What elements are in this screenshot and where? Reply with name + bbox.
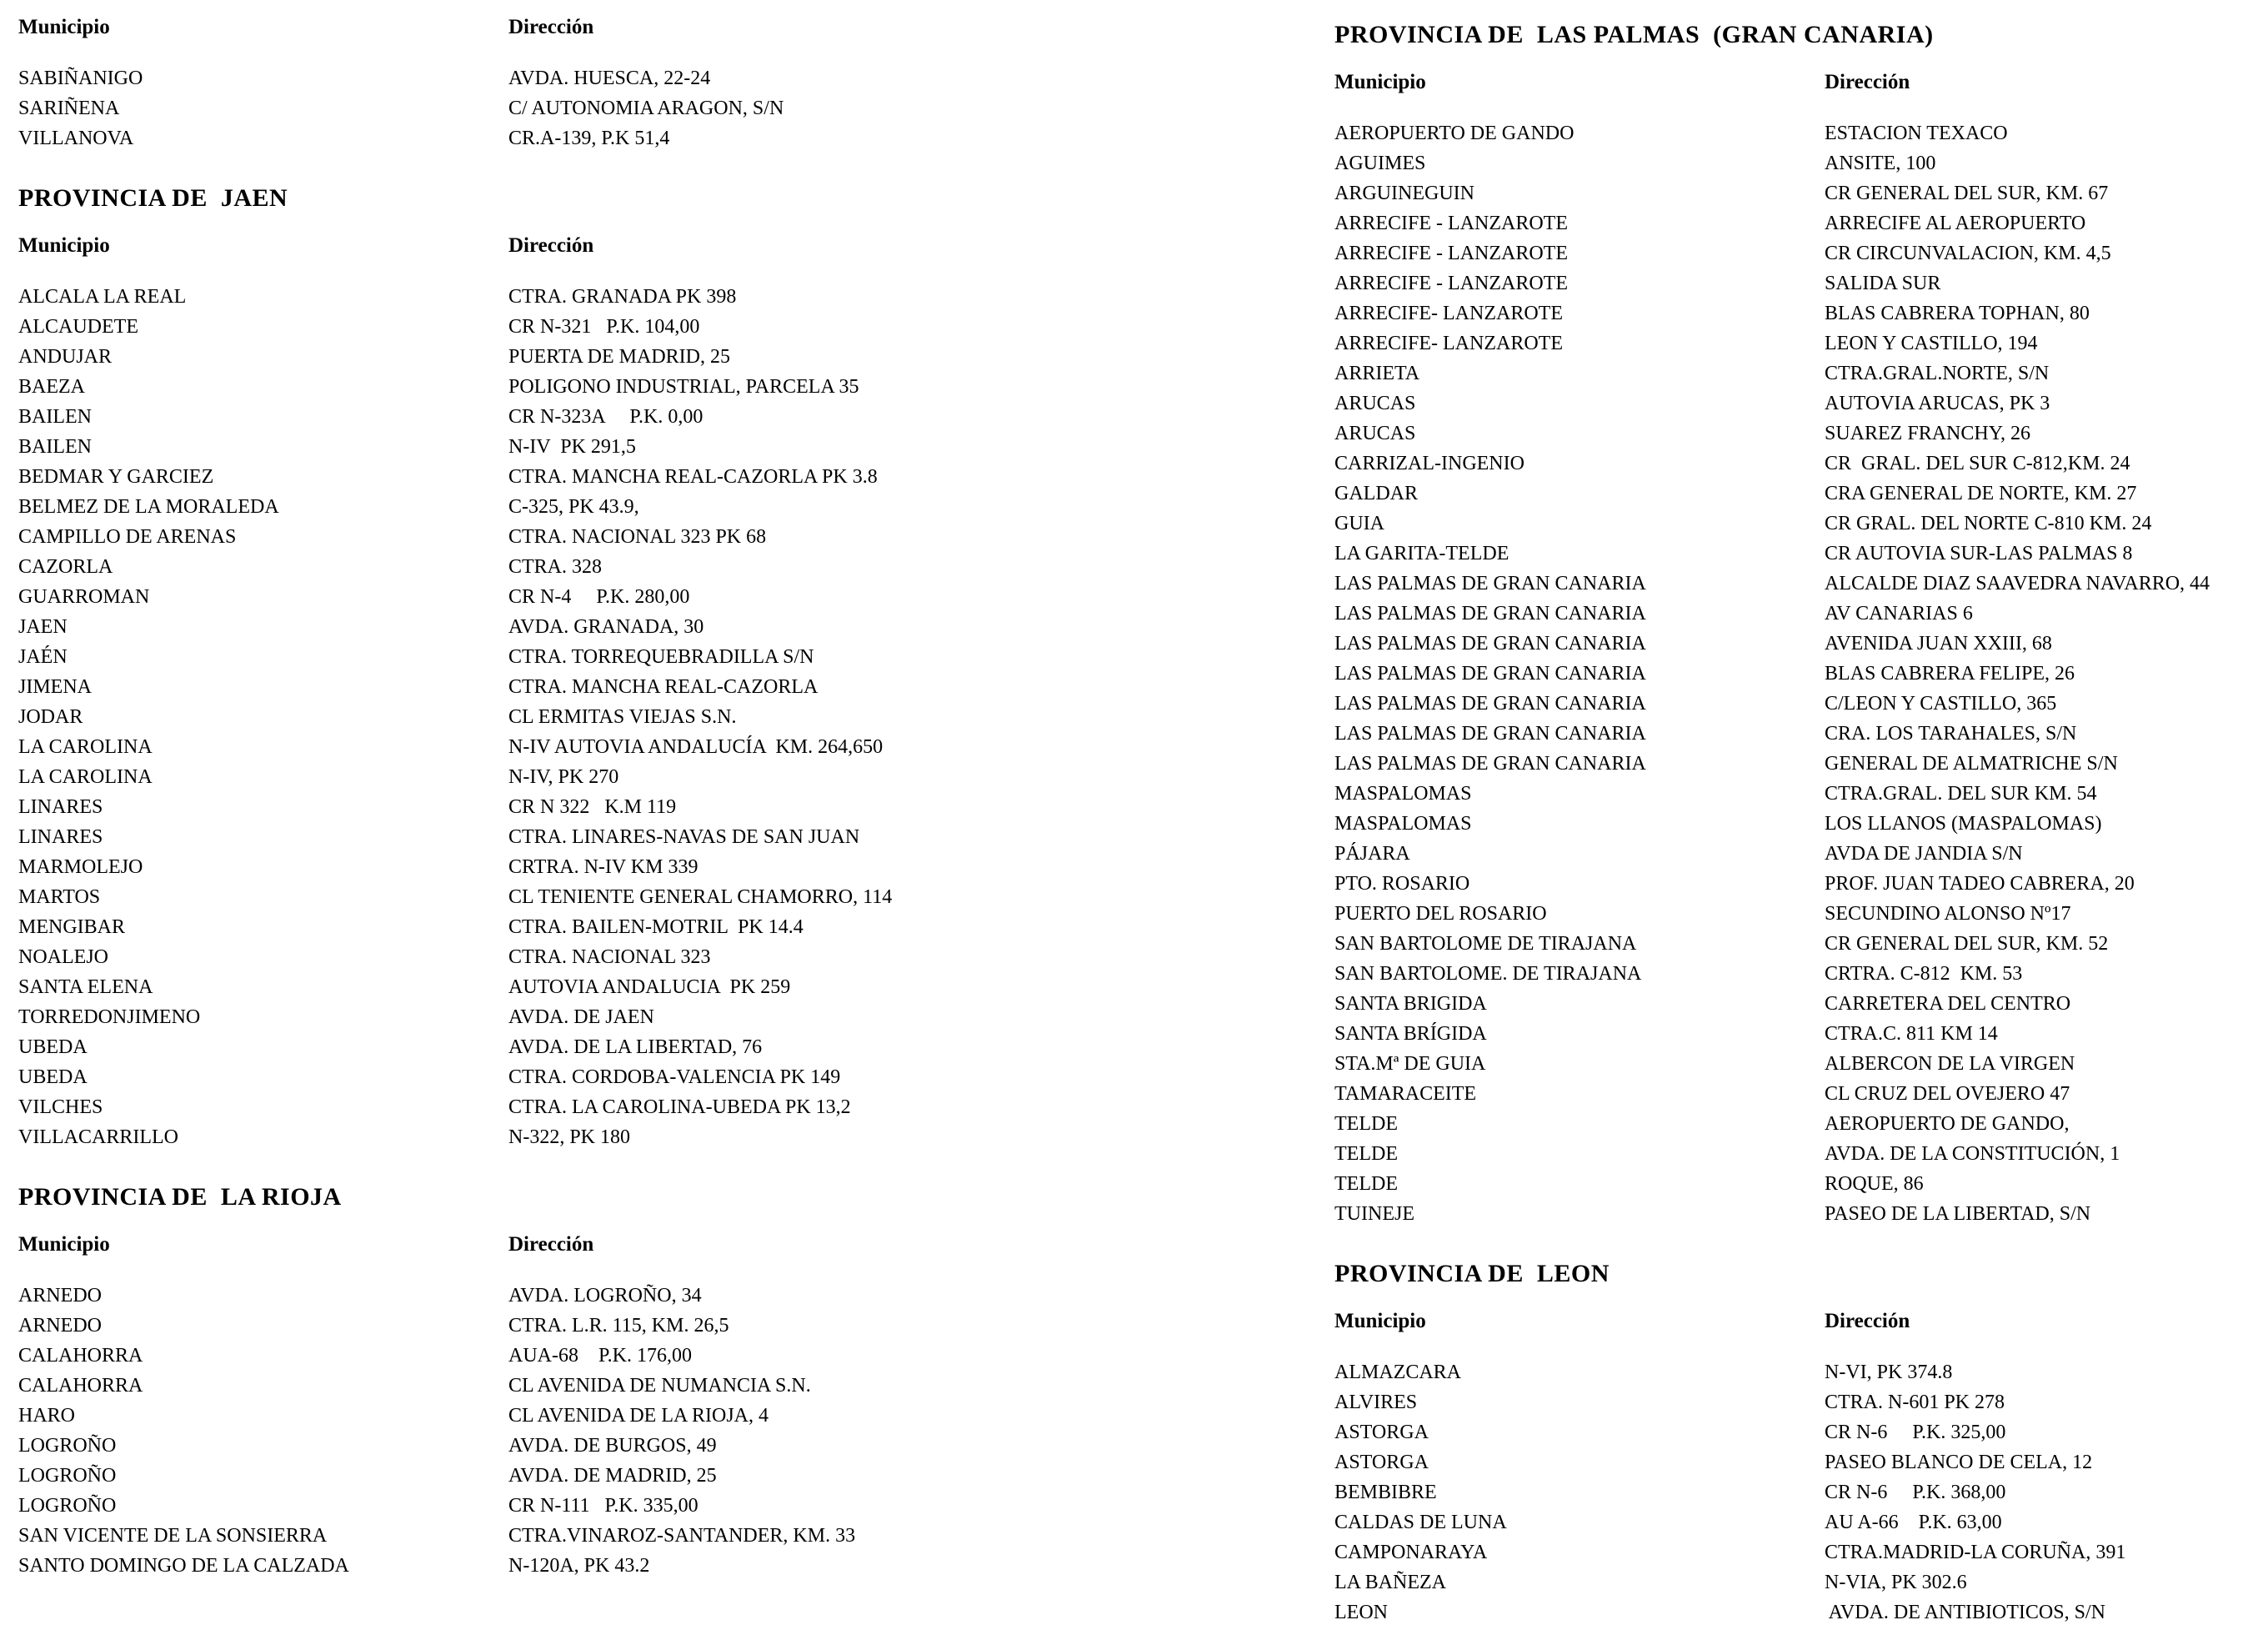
municipio-cell: ARNEDO: [18, 1315, 102, 1337]
direccion-cell: CL CRUZ DEL OVEJERO 47: [1825, 1083, 2070, 1105]
table-row: [18, 1341, 1269, 1371]
direccion-cell: AU A-66 P.K. 63,00: [1825, 1512, 2002, 1533]
table-row: [1334, 479, 2251, 509]
municipio-cell: ALMAZCARA: [1334, 1362, 1462, 1383]
municipio-cell: CAMPONARAYA: [1334, 1542, 1488, 1563]
municipio-cell: ARRECIFE - LANZAROTE: [1334, 213, 1568, 234]
direccion-cell: C-325, PK 43.9,: [508, 496, 639, 518]
direccion-cell: AVDA. DE LA CONSTITUCIÓN, 1: [1825, 1143, 2120, 1165]
direccion-cell: CTRA.GRAL.NORTE, S/N: [1825, 363, 2050, 384]
table-row: [18, 282, 1269, 312]
municipio-cell: ASTORGA: [1334, 1452, 1429, 1473]
table-row: [1334, 208, 2251, 238]
municipio-cell: ARUCAS: [1334, 393, 1416, 414]
municipio-cell: ARRECIFE - LANZAROTE: [1334, 243, 1568, 264]
municipio-cell: GALDAR: [1334, 483, 1418, 504]
table-row: [1334, 509, 2251, 539]
municipio-cell: ARRIETA: [1334, 363, 1420, 384]
direccion-header: Dirección: [508, 234, 594, 257]
municipio-cell: CAZORLA: [18, 556, 113, 578]
direccion-cell: CR N 322 K.M 119: [508, 796, 677, 818]
direccion-cell: LOS LLANOS (MASPALOMAS): [1825, 813, 2102, 835]
municipio-header: Municipio: [1334, 1310, 1426, 1332]
direccion-cell: N-VIA, PK 302.6: [1825, 1572, 1967, 1593]
province-section-la-rioja: [18, 1182, 1269, 1581]
table-row: [18, 732, 1269, 762]
direccion-cell: N-IV PK 291,5: [508, 436, 636, 458]
municipio-cell: LA GARITA-TELDE: [1334, 543, 1509, 564]
municipio-cell: JAEN: [18, 616, 68, 638]
direccion-cell: CL ERMITAS VIEJAS S.N.: [508, 706, 737, 728]
table-row: [18, 1281, 1269, 1311]
municipio-cell: BAEZA: [18, 376, 85, 398]
table-row: [1334, 929, 2251, 959]
direccion-cell: AVDA. DE JAEN: [508, 1006, 654, 1028]
table-row: [1334, 599, 2251, 629]
direccion-cell: CRTRA. C-812 KM. 53: [1825, 963, 2023, 985]
table-row: [18, 942, 1269, 972]
table-row: [1334, 1537, 2251, 1567]
municipio-cell: MARTOS: [18, 886, 101, 908]
direccion-cell: CTRA. L.R. 115, KM. 26,5: [508, 1315, 729, 1337]
direccion-cell: AVDA. DE ANTIBIOTICOS, S/N: [1825, 1602, 2105, 1623]
direccion-cell: N-IV AUTOVIA ANDALUCÍA KM. 264,650: [508, 736, 884, 758]
table-row: [18, 63, 1269, 93]
direccion-cell: CR GRAL. DEL SUR C-812,KM. 24: [1825, 453, 2130, 474]
table-row: [1334, 749, 2251, 779]
municipio-cell: MASPALOMAS: [1334, 813, 1472, 835]
municipio-cell: BEMBIBRE: [1334, 1482, 1437, 1503]
municipio-cell: SAN VICENTE DE LA SONSIERRA: [18, 1525, 328, 1547]
direccion-cell: N-120A, PK 43.2: [508, 1555, 650, 1577]
table-row: [18, 1122, 1269, 1152]
municipio-cell: VILLANOVA: [18, 128, 134, 149]
table-row: [18, 432, 1269, 462]
direccion-header: Dirección: [508, 1233, 594, 1256]
direccion-cell: PASEO DE LA LIBERTAD, S/N: [1825, 1203, 2091, 1225]
table-row: [1334, 1169, 2251, 1199]
table-row: [18, 402, 1269, 432]
direccion-cell: CRA. LOS TARAHALES, S/N: [1825, 723, 2077, 745]
table-row: [1334, 659, 2251, 689]
direccion-cell: AVDA. HUESCA, 22-24: [508, 68, 711, 89]
table-row: [1334, 1049, 2251, 1079]
province-title: PROVINCIA DE LA RIOJA: [18, 1183, 342, 1211]
table-row: [1334, 1417, 2251, 1447]
municipio-header: Municipio: [18, 234, 110, 257]
direccion-cell: ALCALDE DIAZ SAAVEDRA NAVARRO, 44: [1825, 573, 2210, 594]
table-row: [18, 972, 1269, 1002]
direccion-cell: ESTACION TEXACO: [1825, 123, 2008, 144]
direccion-cell: CARRETERA DEL CENTRO: [1825, 993, 2071, 1015]
province-section-jaen: [18, 183, 1269, 1152]
municipio-cell: TELDE: [1334, 1113, 1398, 1135]
direccion-cell: AUTOVIA ANDALUCIA PK 259: [508, 976, 791, 998]
municipio-cell: SANTA ELENA: [18, 976, 153, 998]
table-row: [18, 1002, 1269, 1032]
column-header-row: [1334, 1309, 2251, 1334]
direccion-cell: LEON Y CASTILLO, 194: [1825, 333, 2038, 354]
table-row: [1334, 989, 2251, 1019]
table-row: [1334, 1019, 2251, 1049]
direccion-cell: C/ AUTONOMIA ARAGON, S/N: [508, 98, 784, 119]
direccion-cell: N-VI, PK 374.8: [1825, 1362, 1953, 1383]
table-row: [1334, 178, 2251, 208]
table-row: [1334, 719, 2251, 749]
direccion-cell: CR.A-139, P.K 51,4: [508, 128, 670, 149]
table-row: [1334, 449, 2251, 479]
table-row: [1334, 629, 2251, 659]
direccion-cell: ALBERCON DE LA VIRGEN: [1825, 1053, 2075, 1075]
direccion-cell: CR N-323A P.K. 0,00: [508, 406, 703, 428]
direccion-cell: SUAREZ FRANCHY, 26: [1825, 423, 2030, 444]
direccion-cell: BLAS CABRERA TOPHAN, 80: [1825, 303, 2090, 324]
municipio-cell: JAÉN: [18, 646, 68, 668]
direccion-header: Dirección: [508, 16, 594, 38]
table-row: [18, 552, 1269, 582]
table-row: [1334, 1357, 2251, 1387]
column-header-row: [1334, 70, 2251, 95]
municipio-cell: LEON: [1334, 1602, 1388, 1623]
table-row: [1334, 809, 2251, 839]
municipio-cell: MENGIBAR: [18, 916, 126, 938]
table-row: [18, 1311, 1269, 1341]
municipio-cell: LAS PALMAS DE GRAN CANARIA: [1334, 603, 1646, 624]
table-row: [18, 702, 1269, 732]
municipio-cell: CARRIZAL-INGENIO: [1334, 453, 1525, 474]
column-header-row: [18, 15, 1269, 40]
municipio-cell: STA.Mª DE GUIA: [1334, 1053, 1486, 1075]
table-row: [1334, 329, 2251, 359]
table-row: [1334, 1477, 2251, 1507]
municipio-cell: LAS PALMAS DE GRAN CANARIA: [1334, 633, 1646, 655]
municipio-cell: ALCAUDETE: [18, 316, 138, 338]
municipio-cell: ASTORGA: [1334, 1422, 1429, 1443]
table-row: [1334, 839, 2251, 869]
direccion-cell: AVDA. DE LA LIBERTAD, 76: [508, 1036, 763, 1058]
table-row: [1334, 1507, 2251, 1537]
table-row: [18, 1371, 1269, 1401]
municipio-cell: ANDUJAR: [18, 346, 113, 368]
table-row: [1334, 1139, 2251, 1169]
table-row: [18, 93, 1269, 123]
municipio-cell: CAMPILLO DE ARENAS: [18, 526, 237, 548]
direccion-cell: SALIDA SUR: [1825, 273, 1941, 294]
municipio-cell: SABIÑANIGO: [18, 68, 143, 89]
table-row: [1334, 359, 2251, 389]
municipio-header: Municipio: [1334, 71, 1426, 93]
province-section-continued: [18, 15, 1269, 153]
table-row: [18, 612, 1269, 642]
table-row: [18, 372, 1269, 402]
municipio-cell: LAS PALMAS DE GRAN CANARIA: [1334, 663, 1646, 685]
direccion-header: Dirección: [1825, 71, 1910, 93]
municipio-cell: CALAHORRA: [18, 1375, 143, 1397]
direccion-cell: ARRECIFE AL AEROPUERTO: [1825, 213, 2086, 234]
municipio-cell: TORREDONJIMENO: [18, 1006, 201, 1028]
table-row: [18, 1062, 1269, 1092]
municipio-cell: BEDMAR Y GARCIEZ: [18, 466, 214, 488]
table-row: [1334, 268, 2251, 298]
table-row: [1334, 779, 2251, 809]
direccion-cell: CL AVENIDA DE LA RIOJA, 4: [508, 1405, 769, 1427]
direccion-cell: CTRA. MANCHA REAL-CAZORLA PK 3.8: [508, 466, 878, 488]
table-row: [18, 912, 1269, 942]
direccion-cell: CTRA. MANCHA REAL-CAZORLA: [508, 676, 819, 698]
column-header-row: [18, 233, 1269, 258]
municipio-cell: AGUIMES: [1334, 153, 1426, 174]
direccion-cell: AUTOVIA ARUCAS, PK 3: [1825, 393, 2050, 414]
municipio-cell: LAS PALMAS DE GRAN CANARIA: [1334, 573, 1646, 594]
municipio-cell: LA CAROLINA: [18, 736, 153, 758]
municipio-cell: UBEDA: [18, 1036, 88, 1058]
right-column: [1334, 0, 2251, 1627]
municipio-cell: TAMARACEITE: [1334, 1083, 1477, 1105]
municipio-cell: AEROPUERTO DE GANDO: [1334, 123, 1575, 144]
municipio-cell: GUARROMAN: [18, 586, 150, 608]
table-row: [18, 882, 1269, 912]
municipio-cell: LA CAROLINA: [18, 766, 153, 788]
direccion-cell: N-322, PK 180: [508, 1126, 631, 1148]
province-section-las-palmas-gran-canaria: [1334, 20, 2251, 1229]
municipio-cell: VILLACARRILLO: [18, 1126, 178, 1148]
direccion-cell: CRA GENERAL DE NORTE, KM. 27: [1825, 483, 2137, 504]
table-row: [18, 1431, 1269, 1461]
direccion-cell: CTRA. NACIONAL 323: [508, 946, 711, 968]
table-row: [1334, 539, 2251, 569]
table-row: [1334, 298, 2251, 329]
municipio-cell: SANTO DOMINGO DE LA CALZADA: [18, 1555, 349, 1577]
province-title: PROVINCIA DE JAEN: [18, 184, 288, 212]
municipio-cell: SAN BARTOLOME DE TIRAJANA: [1334, 933, 1637, 955]
municipio-cell: MARMOLEJO: [18, 856, 143, 878]
municipio-cell: TELDE: [1334, 1143, 1398, 1165]
direccion-cell: AV CANARIAS 6: [1825, 603, 1973, 624]
municipio-cell: ALCALA LA REAL: [18, 286, 187, 308]
direccion-cell: CR AUTOVIA SUR-LAS PALMAS 8: [1825, 543, 2133, 564]
table-row: [18, 342, 1269, 372]
municipio-cell: LOGROÑO: [18, 1465, 117, 1487]
municipio-cell: LA BAÑEZA: [1334, 1572, 1446, 1593]
municipio-header: Municipio: [18, 16, 110, 38]
direccion-cell: CTRA.GRAL. DEL SUR KM. 54: [1825, 783, 2097, 805]
municipio-cell: ARGUINEGUIN: [1334, 183, 1474, 204]
table-row: [1334, 1079, 2251, 1109]
table-row: [18, 1092, 1269, 1122]
municipio-cell: BAILEN: [18, 436, 92, 458]
table-row: [1334, 899, 2251, 929]
direccion-cell: C/LEON Y CASTILLO, 365: [1825, 693, 2057, 715]
province-title: PROVINCIA DE LAS PALMAS (GRAN CANARIA): [1334, 21, 1934, 48]
table-row: [1334, 118, 2251, 148]
direccion-cell: CTRA. LA CAROLINA-UBEDA PK 13,2: [508, 1096, 851, 1118]
table-row: [18, 1032, 1269, 1062]
table-row: [18, 123, 1269, 153]
table-row: [18, 1401, 1269, 1431]
table-row: [1334, 238, 2251, 268]
municipio-cell: MASPALOMAS: [1334, 783, 1472, 805]
table-row: [18, 582, 1269, 612]
direccion-cell: CTRA. BAILEN-MOTRIL PK 14.4: [508, 916, 804, 938]
municipio-cell: ARNEDO: [18, 1285, 102, 1306]
table-row: [1334, 419, 2251, 449]
direccion-cell: ROQUE, 86: [1825, 1173, 1924, 1195]
province-title: PROVINCIA DE LEON: [1334, 1260, 1610, 1287]
table-row: [1334, 1109, 2251, 1139]
municipio-cell: VILCHES: [18, 1096, 103, 1118]
table-row: [18, 1551, 1269, 1581]
direccion-cell: CR GRAL. DEL NORTE C-810 KM. 24: [1825, 513, 2152, 534]
direccion-cell: CRTRA. N-IV KM 339: [508, 856, 698, 878]
table-row: [18, 522, 1269, 552]
direccion-cell: CR N-111 P.K. 335,00: [508, 1495, 698, 1517]
direccion-cell: CR N-6 P.K. 368,00: [1825, 1482, 2006, 1503]
municipio-cell: ALVIRES: [1334, 1392, 1418, 1413]
table-row: [18, 1491, 1269, 1521]
table-row: [1334, 389, 2251, 419]
municipio-cell: LAS PALMAS DE GRAN CANARIA: [1334, 723, 1646, 745]
municipio-cell: PÁJARA: [1334, 843, 1410, 865]
table-row: [1334, 1567, 2251, 1597]
direccion-cell: CTRA.C. 811 KM 14: [1825, 1023, 1998, 1045]
table-row: [18, 1521, 1269, 1551]
municipio-cell: PTO. ROSARIO: [1334, 873, 1470, 895]
municipio-cell: LOGROÑO: [18, 1495, 117, 1517]
table-row: [18, 312, 1269, 342]
direccion-cell: CTRA. CORDOBA-VALENCIA PK 149: [508, 1066, 841, 1088]
direccion-cell: AVDA. DE MADRID, 25: [508, 1465, 717, 1487]
table-row: [1334, 1199, 2251, 1229]
table-row: [18, 852, 1269, 882]
direccion-cell: AVDA. DE BURGOS, 49: [508, 1435, 717, 1457]
direccion-cell: SECUNDINO ALONSO Nº17: [1825, 903, 2071, 925]
municipio-cell: PUERTO DEL ROSARIO: [1334, 903, 1547, 925]
table-row: [1334, 1387, 2251, 1417]
direccion-cell: BLAS CABRERA FELIPE, 26: [1825, 663, 2075, 685]
municipio-cell: LOGROÑO: [18, 1435, 117, 1457]
column-header-row: [18, 1232, 1269, 1257]
municipio-cell: JIMENA: [18, 676, 92, 698]
municipio-cell: CALAHORRA: [18, 1345, 143, 1367]
direccion-cell: AUA-68 P.K. 176,00: [508, 1345, 693, 1367]
direccion-cell: AEROPUERTO DE GANDO,: [1825, 1113, 2070, 1135]
table-row: [1334, 959, 2251, 989]
direccion-cell: CTRA. 328: [508, 556, 603, 578]
direccion-cell: ANSITE, 100: [1825, 153, 1936, 174]
direccion-cell: CL TENIENTE GENERAL CHAMORRO, 114: [508, 886, 893, 908]
municipio-cell: SAN BARTOLOME. DE TIRAJANA: [1334, 963, 1642, 985]
table-row: [18, 792, 1269, 822]
direccion-cell: CR GENERAL DEL SUR, KM. 67: [1825, 183, 2109, 204]
municipio-cell: BAILEN: [18, 406, 92, 428]
municipio-cell: SANTA BRIGIDA: [1334, 993, 1487, 1015]
direccion-cell: AVENIDA JUAN XXIII, 68: [1825, 633, 2052, 655]
municipio-cell: TELDE: [1334, 1173, 1398, 1195]
table-row: [1334, 689, 2251, 719]
municipio-cell: LINARES: [18, 826, 103, 848]
direccion-cell: PASEO BLANCO DE CELA, 12: [1825, 1452, 2093, 1473]
municipio-cell: SANTA BRÍGIDA: [1334, 1023, 1487, 1045]
direccion-cell: CTRA. LINARES-NAVAS DE SAN JUAN: [508, 826, 860, 848]
municipio-cell: JODAR: [18, 706, 83, 728]
municipio-cell: TUINEJE: [1334, 1203, 1414, 1225]
municipio-cell: LAS PALMAS DE GRAN CANARIA: [1334, 693, 1646, 715]
table-row: [18, 762, 1269, 792]
direccion-cell: CR CIRCUNVALACION, KM. 4,5: [1825, 243, 2111, 264]
table-row: [1334, 869, 2251, 899]
municipio-cell: ARRECIFE- LANZAROTE: [1334, 303, 1563, 324]
municipio-cell: LINARES: [18, 796, 103, 818]
municipio-header: Municipio: [18, 1233, 110, 1256]
direccion-cell: CR GENERAL DEL SUR, KM. 52: [1825, 933, 2109, 955]
direccion-cell: CTRA. TORREQUEBRADILLA S/N: [508, 646, 814, 668]
direccion-cell: CTRA.VINAROZ-SANTANDER, KM. 33: [508, 1525, 856, 1547]
direccion-cell: CTRA. NACIONAL 323 PK 68: [508, 526, 767, 548]
direccion-cell: CTRA. N-601 PK 278: [1825, 1392, 2005, 1413]
direccion-cell: AVDA DE JANDIA S/N: [1825, 843, 2023, 865]
table-row: [1334, 148, 2251, 178]
direccion-cell: CTRA. GRANADA PK 398: [508, 286, 737, 308]
direccion-cell: PROF. JUAN TADEO CABRERA, 20: [1825, 873, 2135, 895]
direccion-cell: CTRA.MADRID-LA CORUÑA, 391: [1825, 1542, 2126, 1563]
direccion-cell: CL AVENIDA DE NUMANCIA S.N.: [508, 1375, 811, 1397]
municipio-cell: GUIA: [1334, 513, 1384, 534]
municipio-cell: ARRECIFE - LANZAROTE: [1334, 273, 1568, 294]
direccion-cell: CR N-321 P.K. 104,00: [508, 316, 700, 338]
direccion-cell: CR N-6 P.K. 325,00: [1825, 1422, 2006, 1443]
municipio-cell: NOALEJO: [18, 946, 108, 968]
direccion-cell: N-IV, PK 270: [508, 766, 619, 788]
direccion-cell: AVDA. GRANADA, 30: [508, 616, 704, 638]
direccion-header: Dirección: [1825, 1310, 1910, 1332]
municipio-cell: SARIÑENA: [18, 98, 120, 119]
municipio-cell: BELMEZ DE LA MORALEDA: [18, 496, 279, 518]
left-column: [18, 0, 1269, 1581]
municipio-cell: LAS PALMAS DE GRAN CANARIA: [1334, 753, 1646, 775]
direccion-cell: PUERTA DE MADRID, 25: [508, 346, 730, 368]
municipio-cell: ARRECIFE- LANZAROTE: [1334, 333, 1563, 354]
table-row: [18, 462, 1269, 492]
table-row: [18, 1461, 1269, 1491]
table-row: [18, 822, 1269, 852]
municipio-cell: UBEDA: [18, 1066, 88, 1088]
table-row: [18, 492, 1269, 522]
direccion-cell: CR N-4 P.K. 280,00: [508, 586, 690, 608]
table-row: [18, 642, 1269, 672]
table-row: [1334, 1447, 2251, 1477]
municipio-cell: HARO: [18, 1405, 76, 1427]
direccion-cell: AVDA. LOGROÑO, 34: [508, 1285, 702, 1306]
table-row: [1334, 569, 2251, 599]
province-section-leon: [1334, 1259, 2251, 1627]
table-row: [18, 672, 1269, 702]
direccion-cell: GENERAL DE ALMATRICHE S/N: [1825, 753, 2118, 775]
municipio-cell: CALDAS DE LUNA: [1334, 1512, 1507, 1533]
municipio-cell: ARUCAS: [1334, 423, 1416, 444]
direccion-cell: POLIGONO INDUSTRIAL, PARCELA 35: [508, 376, 859, 398]
table-row: [1334, 1597, 2251, 1627]
